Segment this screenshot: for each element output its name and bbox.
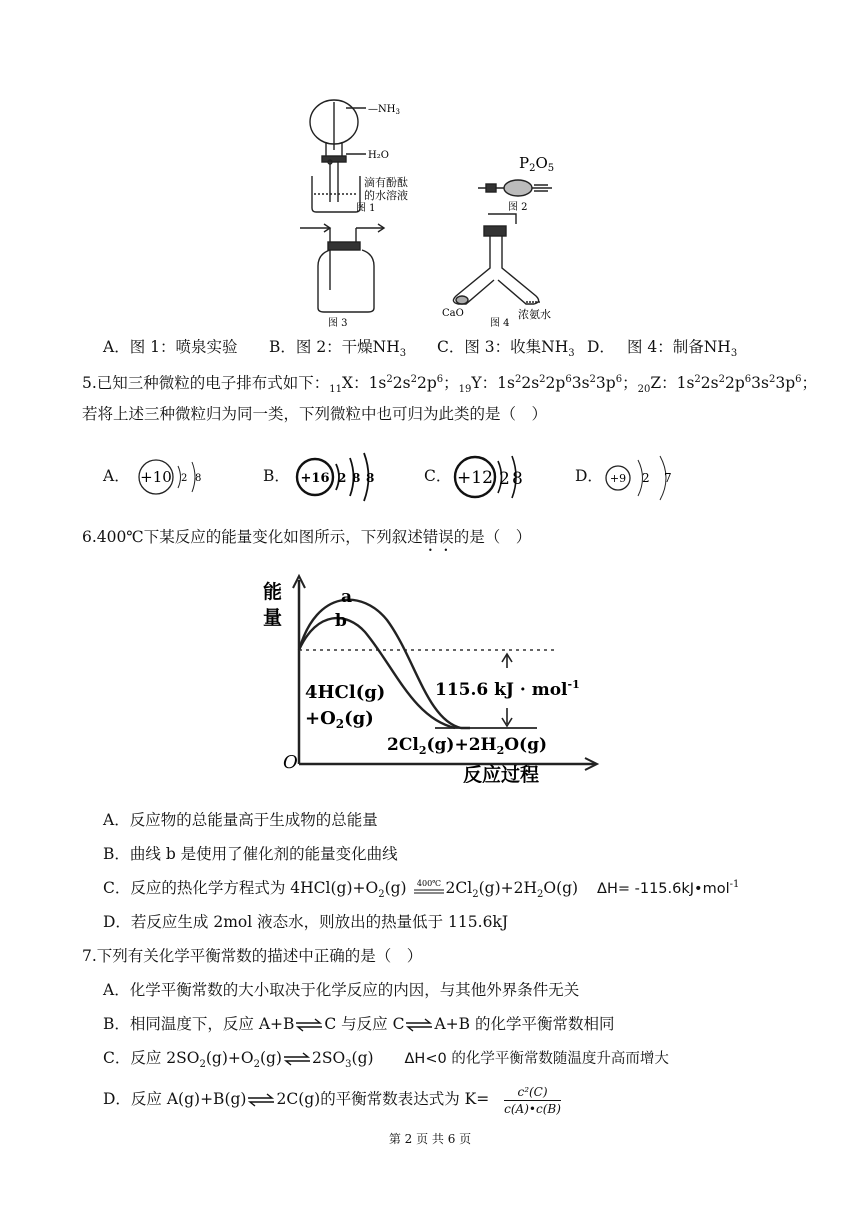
q5-option-c-atom[interactable]: [452, 448, 542, 506]
energy-diagram: [255, 568, 605, 783]
q5-option-d-letter[interactable]: D．: [575, 467, 603, 485]
beaker-label-1: 滴有酚酞: [364, 176, 408, 189]
q4-option-c[interactable]: C．图 3：收集$NH_3$: [437, 338, 575, 360]
figure-2-caption: 图 2: [508, 202, 528, 213]
svg-text:8: 8: [352, 471, 361, 485]
origin-label: O: [283, 752, 298, 773]
nh3-label: $—NH_3$: [368, 104, 400, 116]
reactants-label-2: $+O_2(g)$: [305, 708, 374, 731]
svg-text:8: 8: [512, 469, 523, 489]
page-footer: 第 2 页 共 6 页: [388, 1132, 472, 1146]
svg-text:+9: +9: [609, 472, 627, 485]
figure-1-caption: 图 1: [356, 203, 376, 214]
q5-stem-line-2: 若将上述三种微粒归为同一类，下列微粒中也可归为此类的是（ ）: [82, 405, 548, 423]
svg-text:+10: +10: [140, 468, 172, 486]
fraction-denominator: c(A)•c(B): [504, 1101, 561, 1116]
q7-option-d[interactable]: D．反应 A(g)+B(g) 2C(g)的平衡常数表达式为 K= $\frac{\text{c²(C)}}{c(A)•c(B)}$: [103, 1084, 561, 1116]
equals-condition-sign: [412, 878, 446, 900]
delta-h-label: 115.6 kJ · mol$^{-1}$: [435, 678, 580, 700]
figure-2-drying-tube: [478, 180, 552, 196]
svg-text:+12: +12: [457, 468, 493, 488]
figure-3-caption: 图 3: [328, 318, 348, 329]
reversible-arrow: [404, 1018, 434, 1032]
q5-stem-line-1: 5.已知三种微粒的电子排布式如下：$_{11}$X：$1s^22s^22p^6$；$_{19}$Y：$1s^22s^22p^63s^23p^6$；$_{20}$Z：$1s^22s^22p^63s^23p^6$；: [82, 373, 818, 396]
apparatus-figures: [290, 90, 560, 330]
q6-option-d[interactable]: D．若反应生成 2mol 液态水，则放出的热量低于 115.6kJ: [103, 913, 509, 931]
cao-label: CaO: [442, 308, 464, 319]
x-axis-label: 反应过程: [463, 764, 540, 783]
svg-text:2: 2: [181, 473, 188, 484]
svg-text:2: 2: [338, 471, 347, 485]
q6-option-b[interactable]: B．曲线 b 是使用了催化剂的能量变化曲线: [103, 845, 398, 863]
q5-option-a-letter[interactable]: A．: [103, 467, 130, 485]
q7-stem: 7.下列有关化学平衡常数的描述中正确的是（ ）: [82, 947, 423, 965]
y-axis-label-1: 能: [263, 581, 283, 603]
reversible-arrow: [294, 1018, 324, 1032]
q4-options: [103, 337, 803, 359]
h2o-label: H₂O: [368, 150, 389, 161]
figure-1-fountain: [310, 100, 366, 212]
reactants-label-1: 4HCl(g): [305, 682, 386, 703]
svg-text:7: 7: [664, 471, 672, 485]
svg-text:8: 8: [366, 471, 375, 485]
beaker-label-2: 的水溶液: [364, 189, 408, 202]
figure-3-gas-bottle: [300, 224, 384, 312]
q6-option-a[interactable]: A．反应物的总能量高于生成物的总能量: [103, 811, 378, 829]
q7-option-a[interactable]: A．化学平衡常数的大小取决于化学反应的内因，与其他外界条件无关: [103, 981, 580, 999]
p2o5-label: $P_2O_5$: [519, 154, 555, 174]
q4-option-d[interactable]: D． 图 4：制备$NH_3$: [587, 338, 738, 360]
equilibrium-fraction: [504, 1085, 561, 1116]
q5-option-b-atom[interactable]: [294, 448, 394, 506]
svg-text:+16: +16: [300, 471, 330, 486]
curve-a-label: a: [341, 587, 353, 607]
q7-option-b[interactable]: B．相同温度下，反应 A+B C 与反应 C A+B 的化学平衡常数相同: [103, 1015, 615, 1033]
q5-option-d-atom[interactable]: [604, 452, 684, 504]
reversible-arrow: [282, 1052, 312, 1066]
q7-option-c[interactable]: C．反应 $2SO_2(g)+O_2(g)$ $2SO_3(g)$ ΔH<0 的化学平衡常数随温度升高而增大: [103, 1049, 669, 1071]
figure-4-caption: 图 4: [490, 318, 510, 329]
ammonia-label: 浓氨水: [518, 308, 551, 321]
q6-stem: 6.400℃下某反应的能量变化如图所示，下列叙述错误的是（ ）: [82, 528, 532, 546]
q5-option-b-letter[interactable]: B．: [263, 467, 290, 485]
figure-4-y-tube: [453, 214, 540, 304]
y-axis-label-2: 量: [263, 607, 283, 629]
fraction-numerator: c²(C): [504, 1085, 561, 1101]
q5-option-c-letter[interactable]: C．: [424, 467, 452, 485]
svg-text:8: 8: [195, 473, 202, 484]
svg-text:2: 2: [642, 471, 650, 485]
svg-text:2: 2: [499, 469, 510, 489]
curve-b-label: b: [335, 611, 347, 631]
q6-stem-emphasis: 错误: [422, 528, 454, 546]
products-label: $2Cl_2(g)+2H_2O(g)$: [387, 735, 548, 757]
svg-text:400℃: 400℃: [416, 879, 441, 888]
reversible-arrow: [246, 1093, 276, 1107]
q5-option-a-atom[interactable]: [134, 452, 224, 502]
q4-option-a[interactable]: A．图 1：喷泉实验: [103, 338, 238, 356]
q6-option-c[interactable]: C．反应的热化学方程式为 $4HCl(g)+O_2(g)$ 400℃ $2Cl_2(g)+2H_2O(g)$ ΔH= -115.6kJ•mol$^{-1}$: [103, 878, 740, 901]
q4-option-b[interactable]: B．图 2：干燥$NH_3$: [269, 338, 407, 360]
